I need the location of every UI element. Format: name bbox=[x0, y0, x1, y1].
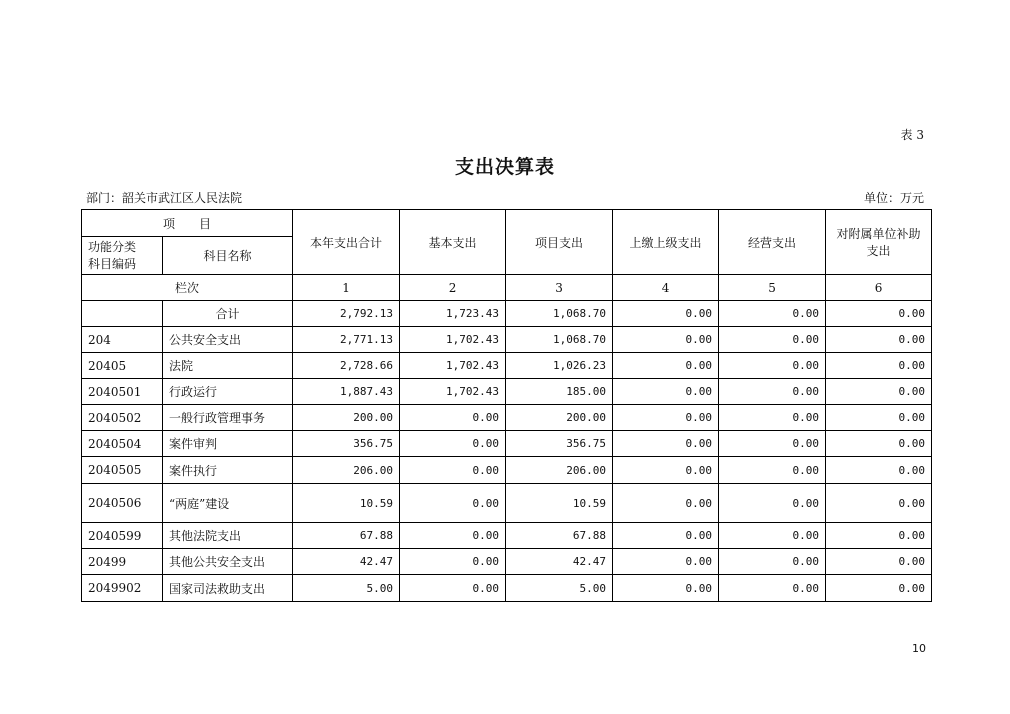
table-row bbox=[82, 523, 932, 549]
header-col-4: 上缴上级支出 bbox=[613, 210, 719, 275]
header-func-code bbox=[82, 237, 163, 275]
amount-col-6: 0.00 bbox=[826, 549, 932, 575]
subject-name: 其他法院支出 bbox=[163, 523, 293, 549]
amount-col-1: 67.88 bbox=[293, 523, 400, 549]
subject-name: 案件审判 bbox=[163, 431, 293, 457]
header-func-class: 功能分类 bbox=[88, 239, 137, 254]
subject-name: 其他公共安全支出 bbox=[163, 549, 293, 575]
amount-col-5: 0.00 bbox=[719, 327, 826, 353]
table-row bbox=[82, 457, 932, 484]
amount-col-3: 1,068.70 bbox=[506, 327, 613, 353]
seq-1: 1 bbox=[293, 275, 400, 301]
total-value-3: 1,068.70 bbox=[506, 301, 613, 327]
amount-col-3: 200.00 bbox=[506, 405, 613, 431]
seq-6: 6 bbox=[826, 275, 932, 301]
subject-name: “两庭”建设 bbox=[163, 484, 293, 523]
total-row bbox=[82, 301, 932, 327]
amount-col-1: 1,887.43 bbox=[293, 379, 400, 405]
amount-col-3: 10.59 bbox=[506, 484, 613, 523]
amount-col-2: 1,702.43 bbox=[400, 353, 506, 379]
unit-label: 单位：万元 bbox=[863, 191, 924, 205]
amount-col-2: 1,702.43 bbox=[400, 327, 506, 353]
amount-col-2: 0.00 bbox=[400, 405, 506, 431]
amount-col-4: 0.00 bbox=[613, 484, 719, 523]
department-label: 部门：韶关市武江区人民法院 bbox=[86, 191, 243, 205]
amount-col-5: 0.00 bbox=[719, 457, 826, 484]
amount-col-1: 206.00 bbox=[293, 457, 400, 484]
document-title: 支出决算表 bbox=[454, 156, 555, 178]
amount-col-6: 0.00 bbox=[826, 327, 932, 353]
amount-col-1: 10.59 bbox=[293, 484, 400, 523]
amount-col-5: 0.00 bbox=[719, 523, 826, 549]
subject-code: 20499 bbox=[82, 549, 163, 575]
total-value-4: 0.00 bbox=[613, 301, 719, 327]
header-subject-name: 科目名称 bbox=[163, 237, 293, 275]
total-value-2: 1,723.43 bbox=[400, 301, 506, 327]
amount-col-2: 1,702.43 bbox=[400, 379, 506, 405]
amount-col-3: 42.47 bbox=[506, 549, 613, 575]
seq-2: 2 bbox=[400, 275, 506, 301]
header-col-6: 对附属单位补助支出 bbox=[826, 210, 932, 275]
amount-col-6: 0.00 bbox=[826, 431, 932, 457]
amount-col-4: 0.00 bbox=[613, 379, 719, 405]
amount-col-4: 0.00 bbox=[613, 405, 719, 431]
amount-col-1: 2,771.13 bbox=[293, 327, 400, 353]
amount-col-3: 356.75 bbox=[506, 431, 613, 457]
table-row bbox=[82, 353, 932, 379]
seq-3: 3 bbox=[506, 275, 613, 301]
subject-code: 2040599 bbox=[82, 523, 163, 549]
amount-col-3: 185.00 bbox=[506, 379, 613, 405]
seq-4: 4 bbox=[613, 275, 719, 301]
amount-col-1: 2,728.66 bbox=[293, 353, 400, 379]
amount-col-6: 0.00 bbox=[826, 523, 932, 549]
expenditure-table bbox=[81, 209, 932, 602]
amount-col-2: 0.00 bbox=[400, 457, 506, 484]
amount-col-6: 0.00 bbox=[826, 379, 932, 405]
amount-col-4: 0.00 bbox=[613, 457, 719, 484]
table-row bbox=[82, 431, 932, 457]
subject-code: 2040502 bbox=[82, 405, 163, 431]
amount-col-5: 0.00 bbox=[719, 353, 826, 379]
amount-col-5: 0.00 bbox=[719, 484, 826, 523]
amount-col-6: 0.00 bbox=[826, 484, 932, 523]
amount-col-4: 0.00 bbox=[613, 549, 719, 575]
amount-col-5: 0.00 bbox=[719, 431, 826, 457]
amount-col-2: 0.00 bbox=[400, 575, 506, 602]
amount-col-4: 0.00 bbox=[613, 353, 719, 379]
amount-col-5: 0.00 bbox=[719, 379, 826, 405]
amount-col-2: 0.00 bbox=[400, 431, 506, 457]
subject-code: 2040501 bbox=[82, 379, 163, 405]
subject-name: 国家司法救助支出 bbox=[163, 575, 293, 602]
header-subject-code: 科目编码 bbox=[88, 256, 137, 271]
header-item: 项 目 bbox=[82, 210, 293, 237]
header-col-2: 基本支出 bbox=[400, 210, 506, 275]
subject-code: 2049902 bbox=[82, 575, 163, 602]
total-value-1: 2,792.13 bbox=[293, 301, 400, 327]
subject-name: 一般行政管理事务 bbox=[163, 405, 293, 431]
total-value-5: 0.00 bbox=[719, 301, 826, 327]
amount-col-4: 0.00 bbox=[613, 575, 719, 602]
page-number: 10 bbox=[912, 642, 926, 655]
amount-col-4: 0.00 bbox=[613, 431, 719, 457]
subject-name: 案件执行 bbox=[163, 457, 293, 484]
table-row bbox=[82, 575, 932, 602]
amount-col-2: 0.00 bbox=[400, 484, 506, 523]
subject-code: 2040505 bbox=[82, 457, 163, 484]
table-row bbox=[82, 379, 932, 405]
amount-col-2: 0.00 bbox=[400, 549, 506, 575]
subject-code: 204 bbox=[82, 327, 163, 353]
amount-col-1: 42.47 bbox=[293, 549, 400, 575]
header-col-1: 本年支出合计 bbox=[293, 210, 400, 275]
amount-col-2: 0.00 bbox=[400, 523, 506, 549]
table-number-label: 表 3 bbox=[900, 128, 924, 142]
subject-code: 20405 bbox=[82, 353, 163, 379]
header-col-5: 经营支出 bbox=[719, 210, 826, 275]
header-col-3: 项目支出 bbox=[506, 210, 613, 275]
total-code-cell bbox=[82, 301, 163, 327]
amount-col-3: 1,026.23 bbox=[506, 353, 613, 379]
amount-col-5: 0.00 bbox=[719, 405, 826, 431]
table-row bbox=[82, 549, 932, 575]
subject-code: 2040504 bbox=[82, 431, 163, 457]
amount-col-6: 0.00 bbox=[826, 457, 932, 484]
amount-col-1: 356.75 bbox=[293, 431, 400, 457]
seq-5: 5 bbox=[719, 275, 826, 301]
total-value-6: 0.00 bbox=[826, 301, 932, 327]
subject-name: 行政运行 bbox=[163, 379, 293, 405]
amount-col-3: 206.00 bbox=[506, 457, 613, 484]
amount-col-3: 67.88 bbox=[506, 523, 613, 549]
amount-col-5: 0.00 bbox=[719, 549, 826, 575]
seq-label: 栏次 bbox=[82, 275, 293, 301]
amount-col-5: 0.00 bbox=[719, 575, 826, 602]
subject-name: 法院 bbox=[163, 353, 293, 379]
table-row bbox=[82, 327, 932, 353]
amount-col-6: 0.00 bbox=[826, 575, 932, 602]
amount-col-4: 0.00 bbox=[613, 523, 719, 549]
amount-col-1: 5.00 bbox=[293, 575, 400, 602]
amount-col-6: 0.00 bbox=[826, 353, 932, 379]
amount-col-3: 5.00 bbox=[506, 575, 613, 602]
amount-col-4: 0.00 bbox=[613, 327, 719, 353]
amount-col-1: 200.00 bbox=[293, 405, 400, 431]
total-label: 合计 bbox=[163, 301, 293, 327]
subject-name: 公共安全支出 bbox=[163, 327, 293, 353]
table-row bbox=[82, 484, 932, 523]
amount-col-6: 0.00 bbox=[826, 405, 932, 431]
table-row bbox=[82, 405, 932, 431]
subject-code: 2040506 bbox=[82, 484, 163, 523]
